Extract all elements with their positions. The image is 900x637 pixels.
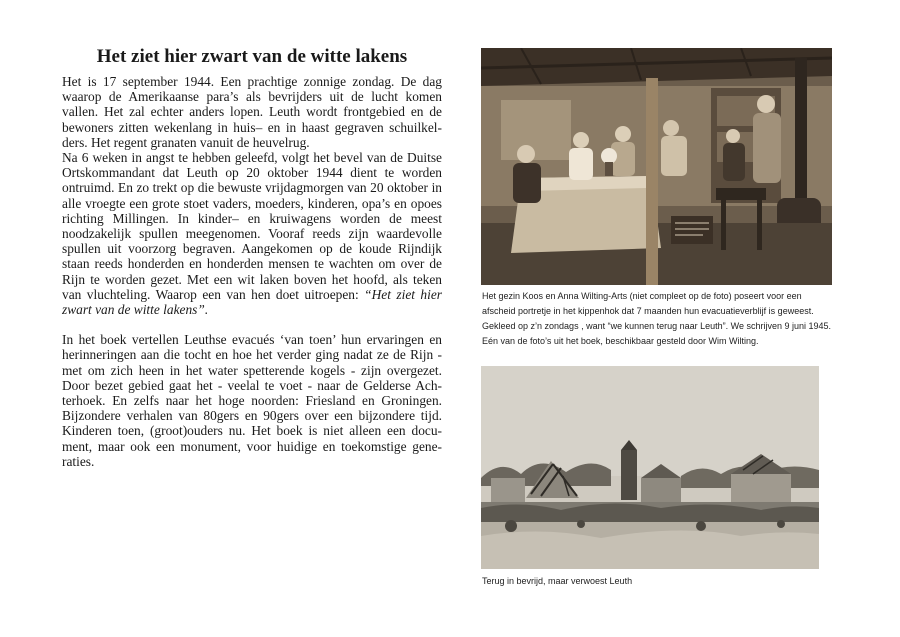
destroyed-leuth-caption: Terug in bevrijd, maar verwoest Leuth bbox=[482, 576, 633, 586]
destroyed-leuth-photo bbox=[481, 366, 819, 569]
paragraph-book: In het boek vertellen Leuthse evacués ‘van toen’ hun ervaringen en herinneringen aan die tocht en hoe het verder ging nadat ze de Rijn - met om zich heen in het water spetterende kogels - zijn overgezet. Door bezet gebied gaat het - veelal te voet - naar de Gelderse Achterhoek. En zelfs naar het hoge noorden: Friesland en Groningen. Bijzondere verhalen van 80gers en 90gers over een bijzondere tijd. Kinderen toen, (groot)ouders nu. Het boek is niet alleen een document, maar ook een monument, voor huidige en toekomstige generaties. bbox=[62, 332, 442, 469]
paragraph-evacuation bbox=[62, 150, 442, 317]
article-column bbox=[62, 46, 442, 469]
family-portrait-caption: Het gezin Koos en Anna Wilting-Arts (niet compleet op de foto) poseert voor een afscheid portretje in het kippenhok dat 7 maanden hun evacuatieverblijf is geweest. Gekleed op z’n zondags , want “we kunnen terug naar Leuth”. We schrijven 9 juni 1945. Eén van de foto’s uit het boek, beschikbaar gesteld door Wim Wilting. bbox=[482, 291, 832, 346]
paragraph-intro: Het is 17 september 1944. Een prachtige zonnige zondag. De dag waarop de Amerikaanse para’s als bevrijders uit de lucht komen vallen. Het zal echter anders lopen. Leuth wordt frontgebied en de bewoners zitten wekenlang in huis– en in haast gegraven schuilkelders. Het regent granaten vanuit de heuvelrug. bbox=[62, 74, 442, 150]
quote-text: “Het ziet hier zwart van de witte lakens”. bbox=[62, 286, 442, 318]
article-title: Het ziet hier zwart van de witte lakens bbox=[96, 46, 408, 67]
family-portrait-photo bbox=[481, 48, 832, 285]
paragraph-evacuation-text: Na 6 weken in angst te hebben geleefd, volgt het bevel van de Duitse Ortskommandant dat Leuth op 20 oktober 1944 dient te worden ontruimd. En zo trekt op die bewuste vrijdagmorgen van 20 oktober in alle vroegte een grote stoet vaders, moeders, kinderen, opa’s en opoes richting Millingen. In kinder– en kruiwagens worden de meest noodzakelijk spullen meegenomen. Vooraf reeds zijn waardevolle spullen uit voorzorg begraven. Aangekomen op de koude Rijndijk staan reeds honderden en honderden mensen te wachten om over de Rijn te worden gezet. Met een wit laken boven het hoofd, als teken van vluchteling. Waarop een van hen doet uitroepen: bbox=[62, 150, 442, 302]
